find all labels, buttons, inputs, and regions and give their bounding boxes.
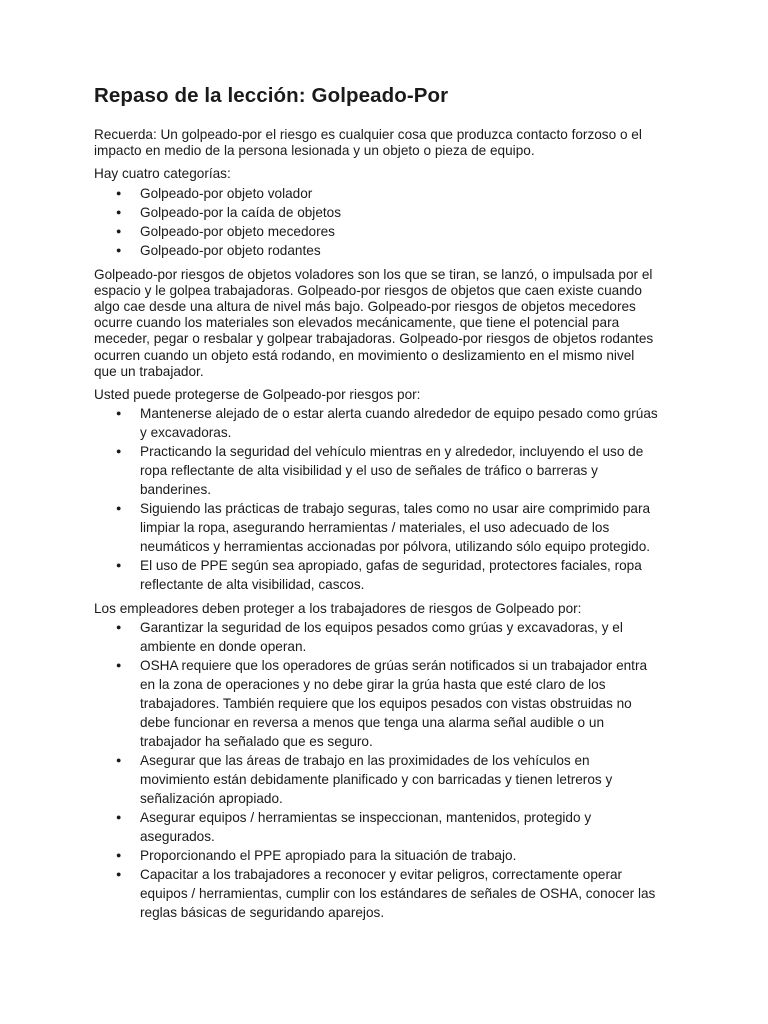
bullet-icon: ● <box>116 812 122 823</box>
bullet-icon: ● <box>116 187 122 198</box>
bullet-icon: ● <box>116 244 122 255</box>
list-item: ● Garantizar la seguridad de los equipos pesados como grúas y excavadoras, y el ambiente en donde operan. <box>116 620 623 655</box>
list-item: ● Asegurar equipos / herramientas se inspeccionan, mantenidos, protegido y asegurados. <box>116 810 592 845</box>
categories-list <box>94 184 658 260</box>
categories-heading: Hay cuatro categorías: <box>94 166 231 182</box>
description-paragraph: Golpeado-por riesgos de objetos voladores son los que se tiran, se lanzó, o impulsada por el espacio y le golpea trabajadoras. Golpeado-por riesgos de objetos que caen existe cuando algo cae desde una altura de nivel más bajo. Golpeado-por riesgos de objetos mecedores ocurre cuando los materiales son elevados mecánicamente, que tiene el potencial para meceder, pegar o resbalar y golpear trabajadoras. Golpeado-por riesgos de objetos rodantes ocurren cuando un objeto está rodando, en movimiento o deslizamiento en el mismo nivel que un trabajador. <box>94 266 654 379</box>
list-item: ● Golpeado-por la caída de objetos <box>116 204 342 220</box>
bullet-icon: ● <box>116 225 122 236</box>
bullet-icon: ● <box>116 850 122 861</box>
bullet-icon: ● <box>116 503 122 514</box>
bullet-icon: ● <box>116 755 122 766</box>
employers-heading: Los empleadores deben proteger a los trabajadores de riesgos de Golpeado por: <box>94 601 582 617</box>
protect-list <box>94 404 658 594</box>
bullet-icon: ● <box>116 206 122 217</box>
list-item: ● El uso de PPE según sea apropiado, gafas de seguridad, protectores faciales, ropa reflectante de alta visibilidad, cascos. <box>116 558 642 593</box>
intro-paragraph: Recuerda: Un golpeado-por el riesgo es cualquier cosa que produzca contacto forzoso o el impacto en medio de la persona lesionada y un objeto o pieza de equipo. <box>94 127 642 159</box>
list-item: ● Golpeado-por objeto mecedores <box>116 223 335 239</box>
list-item: ● Golpeado-por objeto rodantes <box>116 242 321 258</box>
protect-heading: Usted puede protegerse de Golpeado-por riesgos por: <box>94 387 421 403</box>
list-item: ● OSHA requiere que los operadores de grúas serán notificados si un trabajador entra en la zona de operaciones y no debe girar la grúa hasta que esté claro de los trabajadores. También requiere que los equipos pesados con vistas obstruidas no debe funcionar en reversa a menos que tenga una alarma señal audible o un trabajador ha señalado que es seguro. <box>116 658 648 750</box>
list-item: ● Golpeado-por objeto volador <box>116 185 313 201</box>
list-item: ● Mantenerse alejado de o estar alerta cuando alrededor de equipo pesado como grúas y excavadoras. <box>116 406 658 441</box>
list-item: ● Practicando la seguridad del vehículo mientras en y alrededor, incluyendo el uso de ropa reflectante de alta visibilidad y el uso de señales de tráfico o barreras y banderines. <box>116 444 644 498</box>
bullet-icon: ● <box>116 660 122 671</box>
list-item: ● Capacitar a los trabajadores a reconocer y evitar peligros, correctamente operar equipos / herramientas, cumplir con los estándares de señales de OSHA, conocer las reglas básicas de seguridando aparejos. <box>116 867 656 921</box>
list-item: ● Proporcionando el PPE apropiado para la situación de trabajo. <box>116 848 517 864</box>
page-title: Repaso de la lección: Golpeado-Por <box>94 84 449 107</box>
bullet-icon: ● <box>116 869 122 880</box>
bullet-icon: ● <box>116 622 122 633</box>
list-item: ● Asegurar que las áreas de trabajo en las proximidades de los vehículos en movimiento están debidamente planificado y con barricadas y tienen letreros y señalización apropiado. <box>116 753 613 807</box>
bullet-icon: ● <box>116 408 122 419</box>
employers-list <box>94 618 658 922</box>
list-item: ● Siguiendo las prácticas de trabajo seguras, tales como no usar aire comprimido para limpiar la ropa, asegurando herramientas / materiales, el uso adecuado de los neumáticos y herramientas accionadas por pólvora, utilizando sólo equipo protegido. <box>116 501 651 555</box>
bullet-icon: ● <box>116 560 122 571</box>
bullet-icon: ● <box>116 446 122 457</box>
